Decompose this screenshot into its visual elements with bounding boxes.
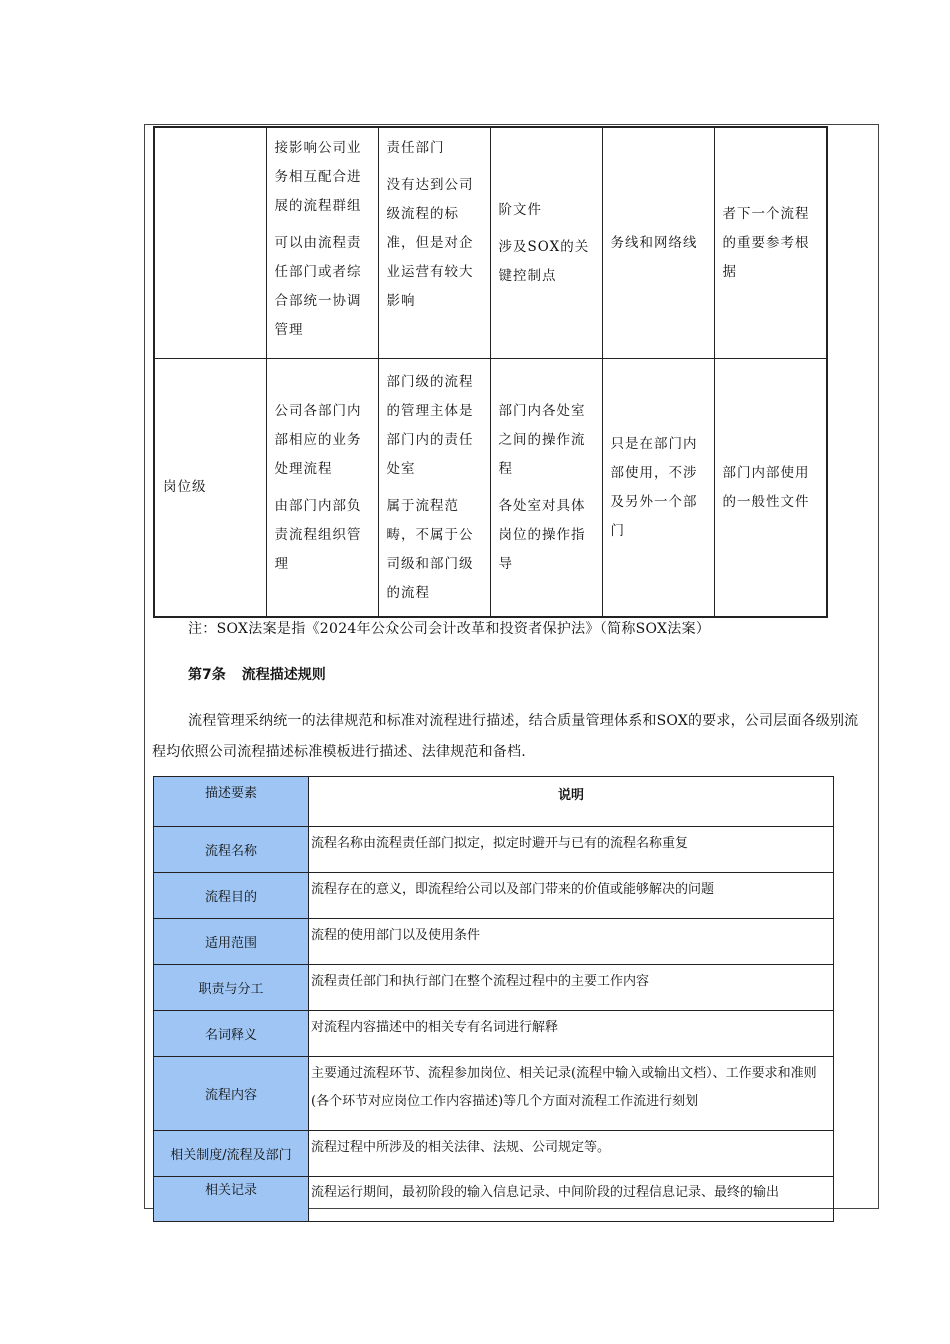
key-cell: 流程目的 [154,873,309,919]
ref-cell: 部门内部使用的一般性文件 [714,359,827,618]
table-row [154,1131,834,1177]
table-row [154,827,834,873]
section-number: 第7条 [188,667,226,683]
table-row [154,1177,834,1222]
scope-cell: 公司各部门内部相应的业务处理流程 由部门内部负责流程组织管理 [266,359,378,618]
table-row [154,359,827,618]
value-cell: 流程的使用部门以及使用条件 [309,919,834,965]
key-cell: 职责与分工 [154,965,309,1011]
process-level-table [153,126,828,618]
lines-cell: 只是在部门内部使用，不涉及另外一个部门 [602,359,714,618]
footnote: 注：SOX法案是指《2024年公众公司会计改革和投资者保护法》（简称SOX法案） [188,621,711,637]
value-cell: 流程名称由流程责任部门拟定，拟定时避开与已有的流程名称重复 [309,827,834,873]
header-key-cell: 描述要素 [154,777,309,827]
key-cell: 流程内容 [154,1057,309,1131]
key-cell: 相关记录 [154,1177,309,1222]
key-cell: 适用范围 [154,919,309,965]
value-cell: 流程责任部门和执行部门在整个流程过程中的主要工作内容 [309,965,834,1011]
value-cell: 流程运行期间，最初阶段的输入信息记录、中间阶段的过程信息记录、最终的输出 [309,1177,834,1222]
owner-cell: 责任部门 没有达到公司级流程的标准，但是对企业运营有较大影响 [378,127,490,359]
docs-cell: 部门内各处室之间的操作流程 各处室对具体岗位的操作指导 [490,359,602,618]
description-elements-table [153,776,834,1222]
value-cell: 主要通过流程环节、流程参加岗位、相关记录(流程中输入或输出文档）、工作要求和准则(各个环节对应岗位工作内容描述)等几个方面对流程工作流进行刻划 [309,1057,834,1131]
ref-cell: 者下一个流程的重要参考根据 [714,127,827,359]
section-heading [188,664,326,684]
table-row [154,1057,834,1131]
key-cell: 名词释义 [154,1011,309,1057]
key-cell: 相关制度/流程及部门 [154,1131,309,1177]
value-cell: 流程过程中所涉及的相关法律、法规、公司规定等。 [309,1131,834,1177]
table-row [154,127,827,359]
level-cell [154,127,266,359]
table-header-row [154,777,834,827]
docs-cell: 阶文件 涉及SOX的关键控制点 [490,127,602,359]
body-paragraph: 流程管理采纳统一的法律规范和标准对流程进行描述，结合质量管理体系和SOX的要求，公司层面各级别流程均依照公司流程描述标准模板进行描述、法律规范和备档. [152,713,859,760]
owner-cell: 部门级的流程的管理主体是部门内的责任处室 属于流程范畴，不属于公司级和部门级的流程 [378,359,490,618]
scope-cell: 接影响公司业务相互配合进展的流程群组 可以由流程责任部门或者综合部统一协调管理 [266,127,378,359]
section-title: 流程描述规则 [241,667,326,683]
level-cell: 岗位级 [154,359,266,618]
table-row [154,919,834,965]
table-row [154,1011,834,1057]
table-row [154,965,834,1011]
header-value-cell: 说明 [309,777,834,827]
key-cell: 流程名称 [154,827,309,873]
lines-cell: 务线和网络线 [602,127,714,359]
table-row [154,873,834,919]
value-cell: 对流程内容描述中的相关专有名词进行解释 [309,1011,834,1057]
value-cell: 流程存在的意义，即流程给公司以及部门带来的价值或能够解决的问题 [309,873,834,919]
